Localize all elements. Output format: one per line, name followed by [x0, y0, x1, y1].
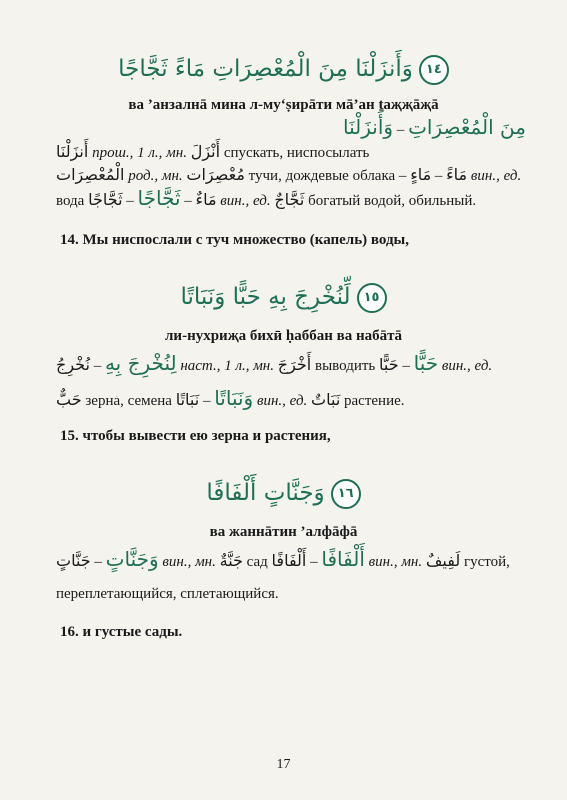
vocabulary-16	[56, 548, 526, 605]
arabic-word: أَنْزَلَ	[190, 142, 221, 161]
transliteration-14: ва ’анзалнā мина л-му‘ṣирāти мā’ан ṯаҗҗāҗā	[128, 97, 439, 113]
translation-14: 14. Мы ниспослали с туч множество (капель) воды,	[60, 232, 410, 248]
ayah-16-heading	[0, 476, 567, 510]
ayah-number-badge: ١٥	[357, 283, 387, 313]
ayah-arabic-text: وَأَنزَلْنَا مِنَ الْمُعْصِرَاتِ مَاءً ثَجَّاجًا	[118, 56, 413, 82]
grammar-note: прош., 1 л., мн.	[92, 145, 187, 161]
page-number: 17	[276, 757, 291, 772]
definition: богатый водой, обильный.	[304, 193, 477, 209]
vocab-line	[56, 583, 526, 605]
definition: растение.	[340, 393, 405, 409]
separator: –	[393, 122, 409, 138]
arabic-word: مِنَ الْمُعْصِرَاتِ	[408, 115, 526, 139]
definition: вода	[56, 193, 89, 209]
arabic-word: لِنُخْرِجَ بِهِ	[104, 351, 177, 375]
ayah-number-badge: ١٦	[331, 479, 361, 509]
grammar-note: вин., ед.	[467, 168, 522, 184]
vocab-line	[56, 141, 526, 164]
arabic-word: جَنَّةٌ	[219, 551, 243, 570]
arabic-word: أَخْرَجَ	[277, 355, 312, 374]
definition: тучи, дождевые облака –	[244, 168, 411, 184]
arabic-word: مُعْصِرَات	[186, 165, 245, 184]
arabic-word: نُخْرِجُ	[56, 355, 90, 374]
separator: –	[89, 358, 105, 374]
vocab-line	[56, 116, 526, 141]
definition: сад	[242, 554, 272, 570]
ayah-arabic-text: وَجَنَّاتٍ أَلْفَافًا	[206, 480, 325, 506]
ayah-number-badge: ١٤	[419, 55, 449, 85]
arabic-word: لَفِيفٌ	[425, 551, 461, 570]
vocab-line	[56, 164, 526, 187]
grammar-note: род., мн.	[124, 168, 183, 184]
vocabulary-14	[56, 116, 526, 212]
separator: –	[180, 193, 196, 209]
vocabulary-15	[56, 352, 526, 412]
grammar-note: наст., 1 л., мн.	[176, 358, 274, 374]
arabic-word: حَبٌّ	[56, 390, 82, 409]
arabic-word: نَبَاتٌ	[311, 390, 341, 409]
definition: выводить	[311, 358, 380, 374]
transliteration-16: ва жаннāтин ’алфāфā	[209, 524, 358, 540]
vocab-line	[56, 387, 526, 412]
arabic-word: مَاءٌ	[195, 190, 217, 209]
separator: –	[90, 554, 106, 570]
grammar-note: вин., ед.	[438, 358, 493, 374]
definition: зерна, семена	[81, 393, 176, 409]
arabic-word: أَلْفَافًا	[271, 551, 307, 570]
vocab-line	[56, 187, 526, 212]
arabic-word: جَنَّاتٍ	[56, 551, 91, 570]
definition: густой,	[460, 554, 510, 570]
arabic-word: حَبًّا	[379, 355, 399, 374]
separator: –	[398, 358, 414, 374]
arabic-word: حَبًّا	[413, 351, 439, 375]
arabic-word: ثَجَّاجًا	[88, 190, 123, 209]
grammar-note: вин., мн.	[158, 554, 216, 570]
definition: переплетающийся, сплетающийся.	[56, 586, 279, 602]
arabic-word: مَاءٍ	[410, 165, 432, 184]
arabic-word: أَنزَلْنَا	[56, 142, 89, 161]
vocab-line	[56, 548, 526, 573]
arabic-word: أَلْفَافًا	[321, 547, 365, 571]
grammar-note: вин., ед.	[216, 193, 271, 209]
arabic-word: ثَجَّاجٌ	[274, 190, 305, 209]
arabic-word: الْمُعْصِرَات	[56, 165, 125, 184]
separator: –	[306, 554, 322, 570]
arabic-word: وَأَنزَلْنَا	[343, 115, 394, 139]
grammar-note: вин., ед.	[253, 393, 308, 409]
separator: –	[431, 168, 447, 184]
ayah-arabic-text: لِّنُخْرِجَ بِهِ حَبًّا وَنَبَاتًا	[180, 284, 351, 310]
ayah-15-heading	[0, 280, 567, 314]
ayah-14-heading	[0, 52, 567, 86]
separator: –	[199, 393, 215, 409]
grammar-note: вин., мн.	[364, 554, 423, 570]
definition: спускать, ниспосылать	[220, 145, 370, 161]
arabic-word: ثَجَّاجًا	[137, 186, 181, 210]
vocab-line	[56, 352, 526, 377]
arabic-word: نَبَاتًا	[175, 390, 200, 409]
arabic-word: مَاءً	[446, 165, 468, 184]
separator: –	[122, 193, 138, 209]
arabic-word: وَنَبَاتًا	[214, 386, 254, 410]
transliteration-15: ли-нухриҗа бихӣ ḥаббан ва набāтā	[165, 328, 402, 344]
arabic-word: وَجَنَّاتٍ	[105, 547, 159, 571]
translation-15: 15. чтобы вывести ею зерна и растения,	[60, 428, 331, 444]
translation-16: 16. и густые сады.	[60, 624, 183, 640]
